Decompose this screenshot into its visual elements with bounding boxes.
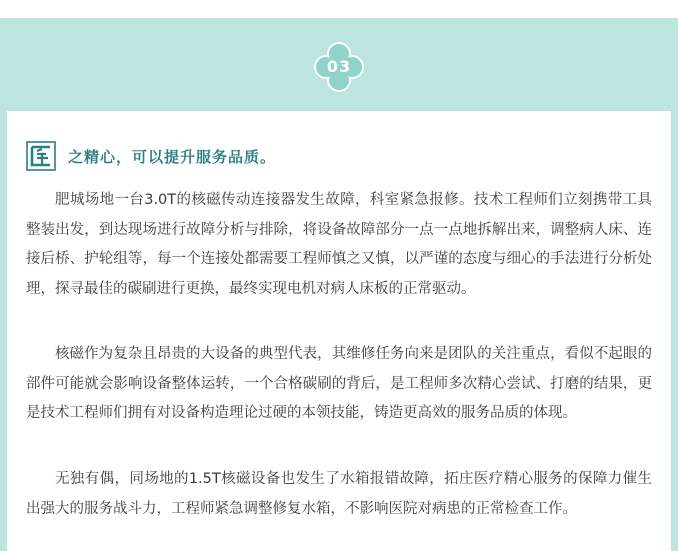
section-number-badge <box>312 40 366 94</box>
section-title-row <box>26 140 276 172</box>
craftsman-icon <box>26 141 56 171</box>
section-number: 03 <box>326 57 352 76</box>
section-title: 之精心，可以提升服务品质。 <box>68 147 277 166</box>
paragraph-1: 肥城场地一台3.0T的核磁传动连接器发生故障，科室紧急报修。技术工程师们立刻携带工具整装出发，到达现场进行故障分析与排除，将设备故障部分一点一点地拆解出来，调整病人床、连接后桥、护轮组等，每一个连接处都需要工程师慎之又慎，以严谨的态度与细心的手法进行分析处理，探寻最佳的碳刷进行更换，最终实现电机对病人床板的正常驱动。 <box>26 192 652 297</box>
paragraph-2: 核磁作为复杂且昂贵的大设备的典型代表，其维修任务向来是团队的关注重点，看似不起眼的部件可能就会影响设备整体运转，一个合格碳刷的背后，是工程师多次精心尝试、打磨的结果，更是技术工程师们拥有对设备构造理论过硬的本领技能，铸造更高效的服务品质的体现。 <box>26 346 652 421</box>
paragraph-3: 无独有偶，同场地的1.5T核磁设备也发生了水箱报错故障，拓庄医疗精心服务的保障力催生出强大的服务战斗力，工程师紧急调整修复水箱，不影响医院对病患的正常检查工作。 <box>26 471 652 517</box>
